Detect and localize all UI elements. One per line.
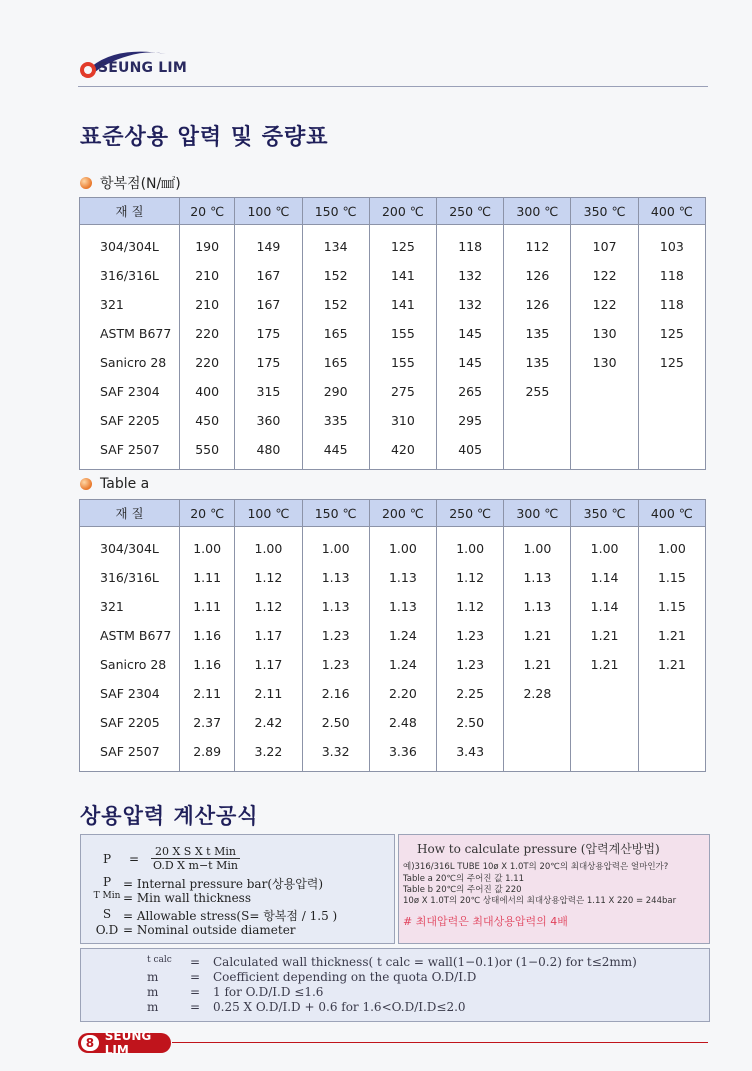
value-cell: 167 xyxy=(235,261,302,290)
value-cell: 335 xyxy=(302,406,369,435)
value-cell: 480 xyxy=(235,435,302,470)
header-col: 250 ℃ xyxy=(437,500,504,527)
header-col: 300 ℃ xyxy=(504,500,571,527)
material-cell: SAF 2507 xyxy=(80,435,180,470)
definition-text: 1 for O.D/I.D ≤1.6 xyxy=(213,985,324,999)
value-cell xyxy=(638,679,705,708)
howto-line: 10ø X 1.0T의 20℃ 상태에서의 최대상용압력은 1.11 X 220 = 244bar xyxy=(403,896,677,906)
material-cell: SAF 2304 xyxy=(80,377,180,406)
header-col: 250 ℃ xyxy=(437,198,504,225)
definition-text: 0.25 X O.D/I.D + 0.6 for 1.6<O.D/I.D≤2.0 xyxy=(213,1000,466,1014)
value-cell xyxy=(571,435,638,470)
value-cell: 118 xyxy=(437,225,504,262)
definition-equals: = xyxy=(189,970,201,984)
value-cell: 3.32 xyxy=(302,737,369,772)
material-cell: 316/316L xyxy=(80,563,180,592)
value-cell: 1.17 xyxy=(235,650,302,679)
value-cell: 141 xyxy=(369,290,436,319)
value-cell: 2.42 xyxy=(235,708,302,737)
value-cell: 1.24 xyxy=(369,621,436,650)
value-cell: 125 xyxy=(638,348,705,377)
table-row xyxy=(80,435,706,470)
value-cell: 2.28 xyxy=(504,679,571,708)
definition-symbol: m xyxy=(147,970,159,984)
value-cell: 1.13 xyxy=(369,592,436,621)
value-cell: 1.23 xyxy=(437,650,504,679)
value-cell: 125 xyxy=(369,225,436,262)
value-cell: 132 xyxy=(437,290,504,319)
formula-line xyxy=(91,907,337,924)
value-cell: 118 xyxy=(638,261,705,290)
value-cell: 220 xyxy=(180,348,235,377)
value-cell xyxy=(638,737,705,772)
bullet-icon xyxy=(80,177,92,189)
material-cell: 316/316L xyxy=(80,261,180,290)
value-cell xyxy=(571,679,638,708)
value-cell: 1.00 xyxy=(571,527,638,564)
table-header-row xyxy=(80,198,706,225)
formula-line-text: = Allowable stress(S= 항복점 / 1.5 ) xyxy=(123,909,338,923)
value-cell: 1.21 xyxy=(638,621,705,650)
formula-numerator: 20 X S X t Min xyxy=(151,845,240,859)
value-cell: 122 xyxy=(571,290,638,319)
value-cell: 165 xyxy=(302,319,369,348)
table-row xyxy=(80,377,706,406)
formula-line-text: = Min wall thickness xyxy=(123,891,251,905)
header-col: 200 ℃ xyxy=(369,500,436,527)
header-col: 200 ℃ xyxy=(369,198,436,225)
value-cell: 152 xyxy=(302,290,369,319)
material-cell: ASTM B677 xyxy=(80,319,180,348)
value-cell: 405 xyxy=(437,435,504,470)
material-cell: SAF 2304 xyxy=(80,679,180,708)
bullet-icon xyxy=(80,478,92,490)
value-cell: 1.21 xyxy=(504,650,571,679)
formula-line-sym: P xyxy=(102,875,112,889)
value-cell: 360 xyxy=(235,406,302,435)
value-cell: 2.48 xyxy=(369,708,436,737)
header-col: 150 ℃ xyxy=(302,198,369,225)
value-cell xyxy=(571,406,638,435)
header-col: 20 ℃ xyxy=(180,198,235,225)
value-cell: 1.15 xyxy=(638,592,705,621)
value-cell: 145 xyxy=(437,319,504,348)
definition-equals: = xyxy=(189,985,201,999)
value-cell: 2.89 xyxy=(180,737,235,772)
table-header-row xyxy=(80,500,706,527)
value-cell: 167 xyxy=(235,290,302,319)
value-cell: 126 xyxy=(504,261,571,290)
value-cell: 420 xyxy=(369,435,436,470)
value-cell: 118 xyxy=(638,290,705,319)
header-col: 350 ℃ xyxy=(571,500,638,527)
value-cell: 550 xyxy=(180,435,235,470)
value-cell xyxy=(571,708,638,737)
value-cell: 220 xyxy=(180,319,235,348)
value-cell: 400 xyxy=(180,377,235,406)
value-cell: 2.50 xyxy=(302,708,369,737)
table-row xyxy=(80,679,706,708)
value-cell xyxy=(571,377,638,406)
definition-row xyxy=(147,1000,466,1014)
formula-fraction xyxy=(149,845,242,872)
table-a xyxy=(79,499,706,772)
value-cell: 1.23 xyxy=(302,650,369,679)
formula-line-text: = Internal pressure bar(상용압력) xyxy=(123,877,324,891)
definition-symbol: m xyxy=(147,985,159,999)
value-cell: 1.00 xyxy=(504,527,571,564)
material-cell: Sanicro 28 xyxy=(80,348,180,377)
footer-brand: SEUNG LIM xyxy=(104,1029,152,1057)
material-cell: ASTM B677 xyxy=(80,621,180,650)
yield-point-table xyxy=(79,197,706,470)
value-cell: 3.43 xyxy=(437,737,504,772)
value-cell: 122 xyxy=(571,261,638,290)
value-cell: 135 xyxy=(504,348,571,377)
formula-line xyxy=(91,875,323,892)
value-cell: 1.16 xyxy=(180,650,235,679)
header-col: 100 ℃ xyxy=(235,500,302,527)
value-cell: 145 xyxy=(437,348,504,377)
value-cell: 1.13 xyxy=(369,563,436,592)
value-cell: 1.00 xyxy=(302,527,369,564)
value-cell: 1.21 xyxy=(571,621,638,650)
value-cell: 1.12 xyxy=(437,563,504,592)
value-cell: 1.16 xyxy=(180,621,235,650)
howto-title: How to calculate pressure (압력계산방법) xyxy=(417,842,660,856)
section-yield-label xyxy=(80,173,181,193)
table-row xyxy=(80,621,706,650)
formula-line xyxy=(91,891,251,905)
definition-row xyxy=(147,955,637,969)
brand-name: SEUNG LIM xyxy=(98,60,187,76)
value-cell: 1.14 xyxy=(571,592,638,621)
material-cell: 304/304L xyxy=(80,225,180,262)
formula-equals: = xyxy=(128,851,140,866)
value-cell: 2.37 xyxy=(180,708,235,737)
value-cell: 141 xyxy=(369,261,436,290)
value-cell: 132 xyxy=(437,261,504,290)
table-row xyxy=(80,348,706,377)
header-col: 150 ℃ xyxy=(302,500,369,527)
howto-line: Table b 20℃의 주어진 값 220 xyxy=(403,885,522,895)
definition-equals: = xyxy=(189,1000,201,1014)
value-cell: 255 xyxy=(504,377,571,406)
value-cell: 1.00 xyxy=(369,527,436,564)
table-row xyxy=(80,737,706,772)
material-cell: Sanicro 28 xyxy=(80,650,180,679)
formula-box xyxy=(80,834,395,944)
value-cell: 2.50 xyxy=(437,708,504,737)
value-cell: 2.20 xyxy=(369,679,436,708)
section-table-a-text: Table a xyxy=(100,476,150,492)
value-cell: 1.14 xyxy=(571,563,638,592)
value-cell xyxy=(504,708,571,737)
value-cell: 210 xyxy=(180,290,235,319)
formula-line-text: = Nominal outside diameter xyxy=(123,923,296,937)
value-cell: 1.21 xyxy=(504,621,571,650)
value-cell xyxy=(638,708,705,737)
value-cell: 2.11 xyxy=(235,679,302,708)
page-number: 8 xyxy=(81,1035,99,1051)
material-cell: 321 xyxy=(80,290,180,319)
value-cell: 450 xyxy=(180,406,235,435)
value-cell: 1.21 xyxy=(638,650,705,679)
table-row xyxy=(80,261,706,290)
table-row xyxy=(80,592,706,621)
value-cell: 1.13 xyxy=(302,592,369,621)
howto-box xyxy=(398,834,710,944)
value-cell: 2.25 xyxy=(437,679,504,708)
value-cell: 1.12 xyxy=(437,592,504,621)
section-yield-text: 항복점(N/㎟) xyxy=(100,176,181,192)
value-cell: 265 xyxy=(437,377,504,406)
value-cell: 290 xyxy=(302,377,369,406)
howto-line: 예)316/316L TUBE 10ø X 1.0T의 20℃의 최대상용압력은 얼마인가? xyxy=(403,862,669,872)
value-cell: 103 xyxy=(638,225,705,262)
value-cell: 152 xyxy=(302,261,369,290)
formula-line-sym: S xyxy=(102,907,112,921)
value-cell xyxy=(504,406,571,435)
value-cell xyxy=(571,737,638,772)
value-cell: 1.00 xyxy=(235,527,302,564)
definition-text: Calculated wall thickness( t calc = wall(1−0.1)or (1−0.2) for t≤2mm) xyxy=(213,955,637,969)
value-cell: 1.12 xyxy=(235,592,302,621)
footer-divider xyxy=(172,1042,708,1043)
value-cell: 155 xyxy=(369,319,436,348)
footer-badge xyxy=(78,1029,171,1057)
header-col: 400 ℃ xyxy=(638,198,705,225)
value-cell: 1.13 xyxy=(504,592,571,621)
material-cell: 304/304L xyxy=(80,527,180,564)
value-cell: 149 xyxy=(235,225,302,262)
howto-note: # 최대압력은 최대상용압력의 4배 xyxy=(403,915,568,928)
material-cell: SAF 2507 xyxy=(80,737,180,772)
value-cell: 1.24 xyxy=(369,650,436,679)
header-col: 100 ℃ xyxy=(235,198,302,225)
howto-line: Table a 20℃의 주어진 값 1.11 xyxy=(403,874,525,884)
value-cell: 134 xyxy=(302,225,369,262)
value-cell: 125 xyxy=(638,319,705,348)
value-cell: 445 xyxy=(302,435,369,470)
value-cell: 1.00 xyxy=(437,527,504,564)
value-cell xyxy=(638,435,705,470)
value-cell: 1.21 xyxy=(571,650,638,679)
value-cell: 210 xyxy=(180,261,235,290)
table-row xyxy=(80,406,706,435)
definition-text: Coefficient depending on the quota O.D/I.D xyxy=(213,970,477,984)
formula-line xyxy=(91,923,296,937)
value-cell: 1.23 xyxy=(302,621,369,650)
value-cell: 107 xyxy=(571,225,638,262)
header-col: 300 ℃ xyxy=(504,198,571,225)
value-cell: 155 xyxy=(369,348,436,377)
definition-row xyxy=(147,970,476,984)
value-cell: 295 xyxy=(437,406,504,435)
value-cell xyxy=(638,406,705,435)
formula-symbol: P xyxy=(102,851,112,866)
value-cell: 126 xyxy=(504,290,571,319)
value-cell: 1.13 xyxy=(302,563,369,592)
material-cell: 321 xyxy=(80,592,180,621)
value-cell: 1.12 xyxy=(235,563,302,592)
value-cell: 310 xyxy=(369,406,436,435)
value-cell: 1.11 xyxy=(180,563,235,592)
value-cell: 1.00 xyxy=(180,527,235,564)
value-cell: 112 xyxy=(504,225,571,262)
header-col: 400 ℃ xyxy=(638,500,705,527)
value-cell xyxy=(504,737,571,772)
table-row xyxy=(80,527,706,564)
header-material: 재 질 xyxy=(80,198,180,225)
table-row xyxy=(80,319,706,348)
definition-symbol: m xyxy=(147,1000,159,1014)
material-cell: SAF 2205 xyxy=(80,708,180,737)
material-cell: SAF 2205 xyxy=(80,406,180,435)
value-cell: 1.23 xyxy=(437,621,504,650)
value-cell: 135 xyxy=(504,319,571,348)
table-row xyxy=(80,563,706,592)
value-cell: 1.00 xyxy=(638,527,705,564)
calc-title: 상용압력 계산공식 xyxy=(80,804,259,828)
formula-denominator: O.D X m−t Min xyxy=(153,859,238,872)
value-cell: 175 xyxy=(235,319,302,348)
value-cell: 3.36 xyxy=(369,737,436,772)
value-cell: 1.17 xyxy=(235,621,302,650)
definition-row xyxy=(147,985,323,999)
value-cell xyxy=(638,377,705,406)
header-col: 350 ℃ xyxy=(571,198,638,225)
formula-line-sym: O.D xyxy=(95,923,119,937)
formula-line-sym: T Min xyxy=(93,891,121,901)
table-row xyxy=(80,225,706,262)
value-cell: 2.16 xyxy=(302,679,369,708)
value-cell: 3.22 xyxy=(235,737,302,772)
table-row xyxy=(80,650,706,679)
value-cell: 315 xyxy=(235,377,302,406)
value-cell: 130 xyxy=(571,348,638,377)
header-material: 재 질 xyxy=(80,500,180,527)
value-cell: 275 xyxy=(369,377,436,406)
value-cell: 1.15 xyxy=(638,563,705,592)
value-cell: 175 xyxy=(235,348,302,377)
value-cell: 130 xyxy=(571,319,638,348)
value-cell: 2.11 xyxy=(180,679,235,708)
definition-equals: = xyxy=(189,955,201,969)
header-divider xyxy=(78,86,708,87)
section-table-a-label xyxy=(80,476,149,492)
value-cell: 190 xyxy=(180,225,235,262)
page-title: 표준상용 압력 및 중량표 xyxy=(80,125,329,150)
table-row xyxy=(80,708,706,737)
definitions-box xyxy=(80,948,710,1022)
value-cell: 165 xyxy=(302,348,369,377)
formula-main xyxy=(91,845,242,872)
table-row xyxy=(80,290,706,319)
value-cell: 1.13 xyxy=(504,563,571,592)
definition-symbol: t calc xyxy=(147,955,172,965)
value-cell xyxy=(504,435,571,470)
value-cell: 1.11 xyxy=(180,592,235,621)
header-col: 20 ℃ xyxy=(180,500,235,527)
